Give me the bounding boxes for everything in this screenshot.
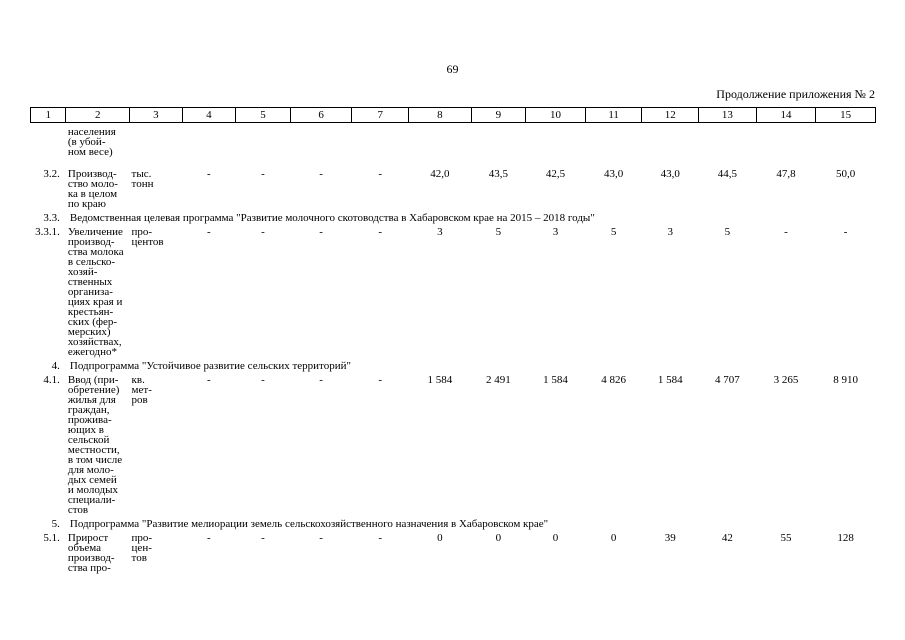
value-cell: 4 707 — [714, 374, 740, 386]
page-number: 69 — [446, 62, 459, 76]
value-cell: 44,5 — [717, 168, 737, 180]
value-cell: - — [319, 532, 323, 544]
header-cell-13: 13 — [699, 108, 757, 123]
unit-cell: про- центов — [131, 226, 164, 248]
header-cell-11: 11 — [585, 108, 642, 123]
header-cell-7: 7 — [352, 108, 409, 123]
value-cell: 5 — [495, 226, 502, 238]
row-number: 3.3. — [43, 212, 60, 224]
value-cell — [290, 123, 352, 158]
value-cell: 128 — [837, 532, 854, 544]
indicator-name: населения (в убой- ном весе) — [67, 126, 116, 158]
value-cell: 4 826 — [601, 374, 627, 386]
header-cell-9: 9 — [471, 108, 526, 123]
value-cell: - — [261, 168, 265, 180]
header-cell-2: 2 — [66, 108, 130, 123]
value-cell — [585, 123, 642, 158]
row-number — [31, 123, 66, 158]
indicator-name: Увеличение производ- ства молока в сельско- хозяй- ственных организа- циях края и крестьян- ских (фер- мерских) хозяйствах, ежегодно* — [67, 226, 124, 358]
value-cell: 1 584 — [427, 374, 453, 386]
value-cell: - — [319, 226, 323, 238]
value-cell: 39 — [664, 532, 676, 544]
table-row — [31, 123, 876, 158]
header-cell-6: 6 — [290, 108, 352, 123]
header-cell-8: 8 — [408, 108, 471, 123]
value-cell: - — [378, 226, 383, 238]
table-body — [31, 123, 876, 574]
header-cell-12: 12 — [642, 108, 699, 123]
continuation-label: Продолжение приложения № 2 — [716, 87, 875, 101]
value-cell: - — [784, 226, 788, 238]
unit-cell — [130, 123, 183, 158]
value-cell: 43,5 — [488, 168, 509, 180]
header-cell-3: 3 — [130, 108, 183, 123]
value-cell: 0 — [437, 532, 443, 544]
table-header — [31, 108, 876, 123]
header-cell-4: 4 — [182, 108, 236, 123]
value-cell: - — [378, 532, 383, 544]
row-number: 3.3.1. — [35, 226, 60, 238]
value-cell: 47,8 — [776, 168, 796, 180]
value-cell — [699, 123, 757, 158]
header-cell-1: 1 — [31, 108, 66, 123]
value-cell: 1 584 — [543, 374, 568, 386]
value-cell: 55 — [780, 532, 792, 544]
value-cell: - — [319, 168, 323, 180]
value-cell: - — [261, 374, 265, 386]
value-cell: - — [843, 226, 848, 238]
value-cell: 42,5 — [545, 168, 566, 180]
row-number: 3.2. — [43, 168, 60, 180]
value-cell: 8 910 — [833, 374, 858, 386]
value-cell: - — [378, 168, 383, 180]
value-cell — [816, 123, 876, 158]
header-cell-5: 5 — [236, 108, 291, 123]
section-row — [31, 357, 876, 371]
value-cell: 3 — [552, 226, 559, 238]
row-number: 4. — [51, 360, 60, 372]
value-cell: 50,0 — [836, 168, 856, 180]
table-row — [31, 529, 876, 573]
value-cell — [642, 123, 699, 158]
header-cell-10: 10 — [526, 108, 586, 123]
value-cell — [182, 123, 236, 158]
row-number: 5. — [51, 518, 60, 530]
value-cell: 3 265 — [773, 374, 799, 386]
value-cell: - — [207, 226, 211, 238]
value-cell: 5 — [724, 226, 731, 238]
value-cell: - — [261, 226, 265, 238]
header-row — [31, 108, 876, 123]
section-row — [31, 209, 876, 223]
section-title: Подпрограмма "Развитие мелиорации земель сельскохозяйственного назначения в Хабаровском крае" — [69, 518, 549, 530]
header-cell-15: 15 — [816, 108, 876, 123]
value-cell: 0 — [552, 532, 559, 544]
value-cell: - — [207, 374, 211, 386]
section-title: Ведомственная целевая программа "Развитие молочного скотоводства в Хабаровском крае на 2015 – 2018 годы" — [69, 212, 595, 224]
indicator-name: Прирост объема производ- ства про- — [67, 532, 115, 574]
value-cell — [408, 123, 471, 158]
value-cell — [471, 123, 526, 158]
data-table — [30, 107, 876, 573]
header-cell-14: 14 — [756, 108, 816, 123]
value-cell: 3 — [667, 226, 673, 238]
value-cell — [756, 123, 816, 158]
section-title: Подпрограмма "Устойчивое развитие сельских территорий" — [69, 360, 351, 372]
row-number: 4.1. — [43, 374, 60, 386]
value-cell: 43,0 — [660, 168, 680, 180]
table-row — [31, 371, 876, 515]
indicator-name: Ввод (при- обретение) жилья для граждан, проживa- ющих в сельской местности, в том числе для моло- дых семей и молодых специали- стов — [67, 374, 123, 516]
value-cell: 0 — [610, 532, 617, 544]
value-cell: 42,0 — [430, 168, 450, 180]
value-cell — [352, 123, 409, 158]
table-row — [31, 223, 876, 357]
indicator-name: Производ- ство моло- ка в целом по краю — [67, 168, 118, 210]
row-number: 5.1. — [43, 532, 60, 544]
value-cell: 42 — [721, 532, 733, 544]
value-cell — [526, 123, 586, 158]
value-cell: - — [261, 532, 265, 544]
value-cell — [236, 123, 291, 158]
section-row — [31, 515, 876, 529]
value-cell: - — [319, 374, 323, 386]
value-cell: 43,0 — [604, 168, 624, 180]
value-cell: 0 — [495, 532, 502, 544]
unit-cell: про- цен- тов — [131, 532, 153, 564]
value-cell: - — [378, 374, 383, 386]
value-cell: 1 584 — [657, 374, 683, 386]
unit-cell: тыс. тонн — [131, 168, 154, 190]
value-cell: 2 491 — [486, 374, 511, 386]
value-cell: - — [207, 168, 211, 180]
value-cell: - — [207, 532, 211, 544]
value-cell: 5 — [610, 226, 617, 238]
value-cell: 3 — [437, 226, 443, 238]
unit-cell: кв. мет- ров — [131, 374, 152, 406]
table-row — [31, 157, 876, 209]
